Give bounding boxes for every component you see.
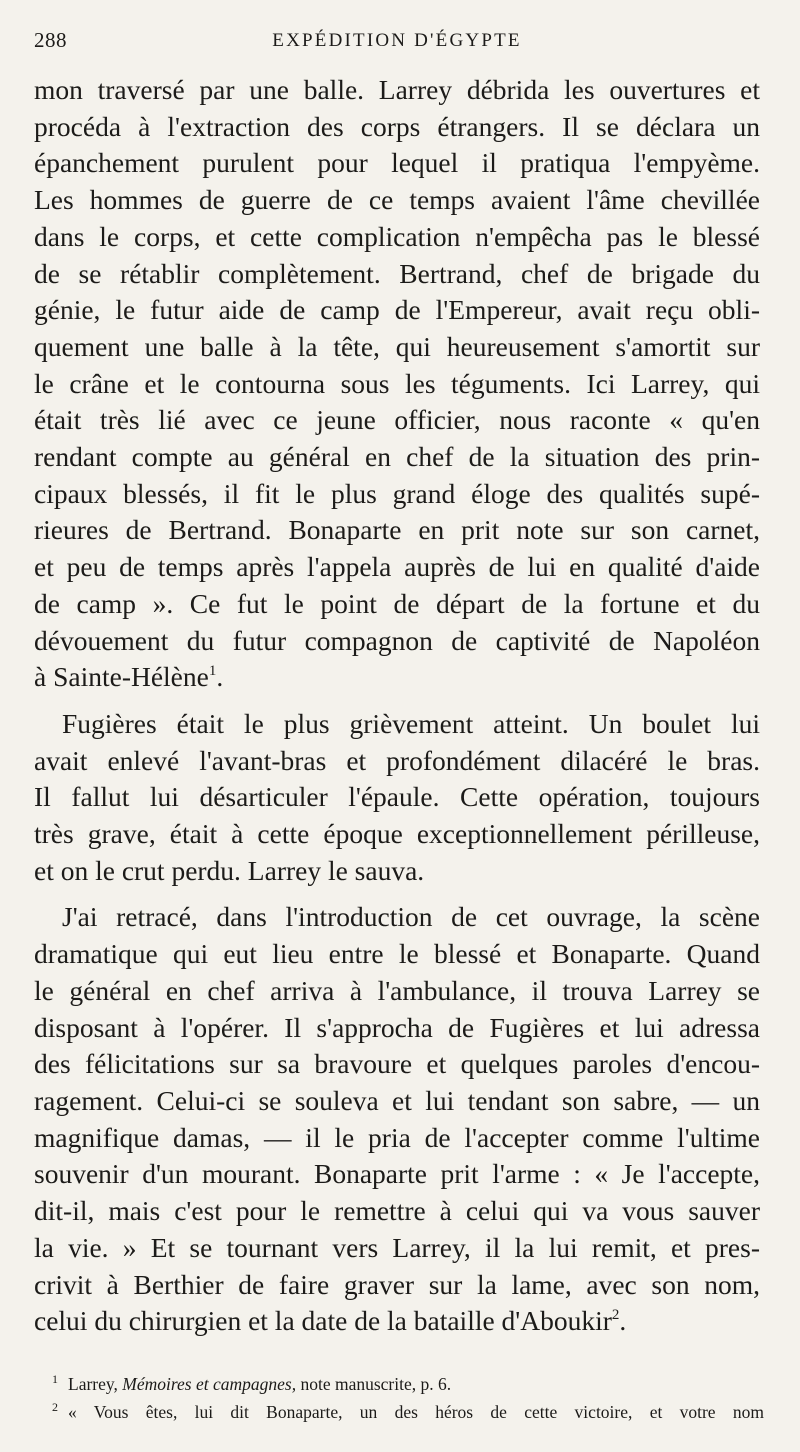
line-text: celui du chirurgien et la date de la bataille d'Aboukir [34,1305,612,1337]
text-line: dit-il, mais c'est pour le remettre à celui qui va vous sauver [34,1195,760,1227]
text-line: et peu de temps après l'appela auprès de lui en qualité d'aide [34,551,760,583]
text-line: rendant compte au général en chef de la situation des prin- [34,441,760,473]
line-end: . [216,661,224,693]
footnote-reference[interactable]: 1 [208,663,217,680]
text-line-last: et on le crut perdu. Larrey le sauva. [34,854,425,886]
page-number: 288 [34,28,67,52]
text-line-last [34,1303,760,1340]
text-line: cipaux blessés, il fit le plus grand éloge des qualités supé- [34,477,760,509]
footnote-author: Larrey, [68,1374,123,1394]
paragraph-bonaparte-sabre [34,899,760,1339]
text-line: magnifique damas, — il le pria de l'accepter comme l'ultime [34,1121,760,1153]
text-line: le crâne et le contourna sous les téguments. Ici Larrey, qui [34,367,760,399]
text-line: génie, le futur aide de camp de l'Empereur, avait reçu obli- [34,294,760,326]
text-line: Les hommes de guerre de ce temps avaient l'âme chevillée [34,184,760,216]
footnote-marker: 1 [52,1372,58,1386]
text-line: épanchement purulent pour lequel il pratiqua l'empyème. [34,147,760,179]
footnote-source-title: Mémoires et campagnes, [122,1374,297,1394]
text-line: ragement. Celui-ci se souleva et lui tendant son sabre, — un [34,1084,760,1116]
footnote-rest: note manuscrite, p. 6. [296,1374,452,1394]
text-line: de camp ». Ce fut le point de départ de la fortune et du [34,587,760,619]
footnote-marker: 2 [52,1400,58,1414]
text-line: Fugières était le plus grièvement atteint. Un boulet lui [62,707,760,739]
paragraph-larrey-bertrand [34,72,760,696]
text-line: crivit à Berthier de faire graver sur la lame, avec son nom, [34,1268,760,1300]
text-line: dramatique qui eut lieu entre le blessé et Bonaparte. Quand [34,938,760,970]
text-line: rieures de Bertrand. Bonaparte en prit note sur son carnet, [34,514,760,546]
text-line: souvenir d'un mourant. Bonaparte prit l'arme : « Je l'accepte, [34,1158,760,1190]
line-text: à Sainte-Hélène [34,661,209,693]
paragraph-fugieres [34,706,760,890]
text-line: procéda à l'extraction des corps étrangers. Il se déclara un [34,110,760,142]
footnote-1 [52,1370,764,1398]
text-line: était très lié avec ce jeune officier, nous raconte « qu'en [34,404,760,436]
text-line: le général en chef arriva à l'ambulance, il trouva Larrey se [34,974,760,1006]
text-line: avait enlevé l'avant-bras et profondément dilacéré le bras. [34,744,760,776]
footnotes [52,1370,764,1426]
body-text [34,72,760,1340]
text-line: très grave, était à cette époque exceptionnellement périlleuse, [34,818,760,850]
text-line: Il fallut lui désarticuler l'épaule. Cette opération, toujours [34,781,760,813]
page-header [34,28,760,58]
footnote-text: « Vous êtes, lui dit Bonaparte, un des héros de cette victoire, et votre nom [68,1402,764,1422]
running-head: EXPÉDITION D'ÉGYPTE [272,30,522,51]
text-line: mon traversé par une balle. Larrey débrida les ouvertures et [34,74,760,105]
footnote-2 [52,1398,764,1426]
text-line-last [34,659,760,696]
text-line: de se rétablir complètement. Bertrand, chef de brigade du [34,257,760,289]
text-line: dans le corps, et cette complication n'empêcha pas le blessé [34,220,760,252]
line-end: . [619,1305,627,1337]
text-line: disposant à l'opérer. Il s'approcha de Fugières et lui adressa [34,1011,760,1043]
text-line: la vie. » Et se tournant vers Larrey, il la lui remit, et pres- [34,1231,760,1263]
text-line: des félicitations sur sa bravoure et quelques paroles d'encou- [34,1048,760,1080]
footnote-reference[interactable]: 2 [611,1307,620,1324]
text-line: dévouement du futur compagnon de captivité de Napoléon [34,624,760,656]
text-line: J'ai retracé, dans l'introduction de cet ouvrage, la scène [62,901,760,933]
text-line: quement une balle à la tête, qui heureusement s'amortit sur [34,330,760,362]
